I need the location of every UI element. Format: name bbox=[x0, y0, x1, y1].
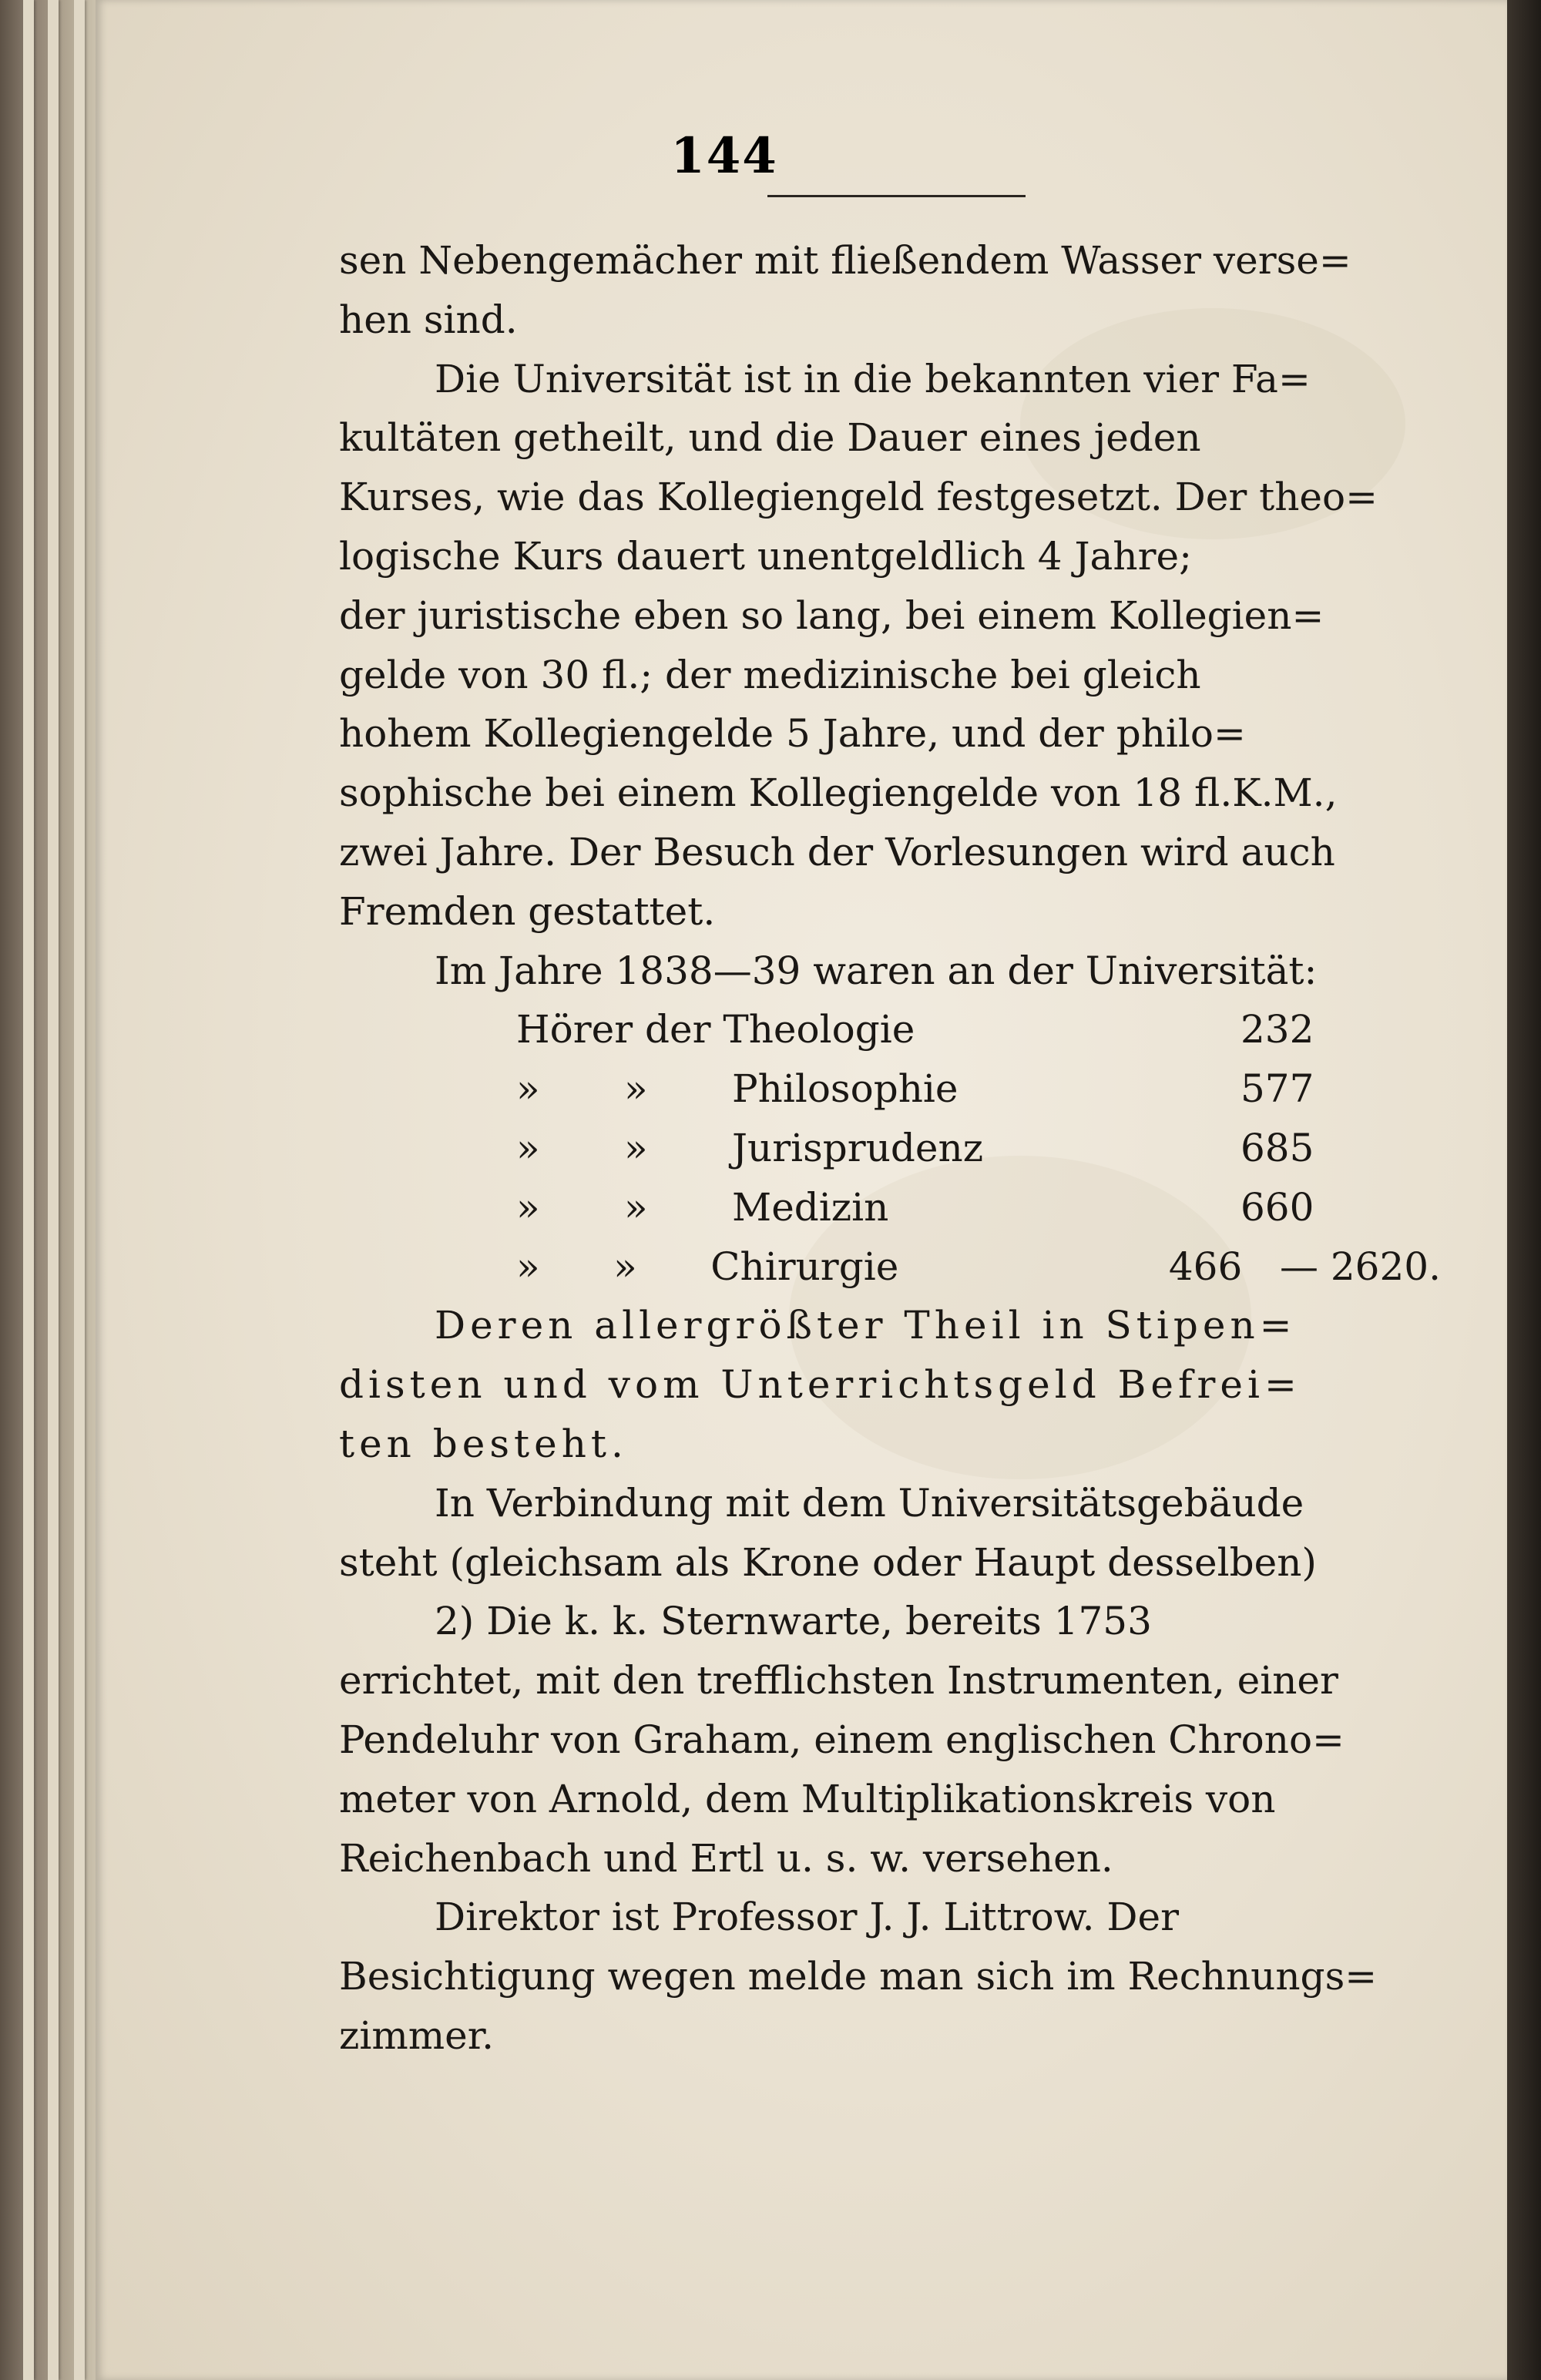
ditto-mark: » bbox=[624, 1066, 648, 1112]
text-line: sophische bei einem Kollegiengelde von 18 fl.K.M., bbox=[339, 770, 1338, 816]
text-line: 2) Die k. k. Sternwarte, bereits 1753 bbox=[435, 1599, 1152, 1644]
paragraph bbox=[339, 1888, 1441, 2065]
stats-row bbox=[516, 1119, 1441, 1178]
text-line: Kurses, wie das Kollegiengeld festgesetzt. Der theo= bbox=[339, 475, 1378, 520]
text-line: disten und vom Unterrichtsgeld Befrei= bbox=[339, 1362, 1301, 1408]
text-line: gelde von 30 fl.; der medizinische bei gleich bbox=[339, 652, 1201, 697]
stats-label: Medizin bbox=[732, 1184, 889, 1230]
stats-label: Hörer der Theologie bbox=[516, 1007, 915, 1052]
text-line: der juristische eben so lang, bei einem Kollegien= bbox=[339, 592, 1324, 638]
paragraph bbox=[339, 231, 1441, 350]
text-line: hen sind. bbox=[339, 297, 518, 342]
text-line: In Verbindung mit dem Universitätsgebäude bbox=[435, 1480, 1304, 1526]
ditto-mark: » bbox=[613, 1244, 637, 1289]
stats-label: Chirurgie bbox=[710, 1244, 899, 1289]
page-edge bbox=[23, 0, 34, 2380]
paragraph bbox=[339, 1296, 1441, 1473]
student-statistics bbox=[339, 1000, 1441, 1296]
text-line: hohem Kollegiengelde 5 Jahre, und der philo= bbox=[339, 711, 1246, 757]
text-line: Fremden gestattet. bbox=[339, 888, 716, 934]
stats-row bbox=[516, 1000, 1441, 1059]
text-line: Besichtigung wegen melde man sich im Rechnungs= bbox=[339, 1954, 1378, 1999]
ditto-mark: » bbox=[516, 1125, 540, 1170]
text-line: logische Kurs dauert unentgeldlich 4 Jahre; bbox=[339, 533, 1192, 579]
paragraph bbox=[339, 350, 1441, 942]
text-line: zwei Jahre. Der Besuch der Vorlesungen wird auch bbox=[339, 829, 1335, 874]
ditto-mark: » bbox=[516, 1244, 540, 1289]
text-line: Pendeluhr von Graham, einem englischen Chrono= bbox=[339, 1717, 1345, 1762]
text-line: errichtet, mit den trefflichsten Instrumenten, einer bbox=[339, 1658, 1338, 1704]
book-cover-edge bbox=[1507, 0, 1541, 2380]
paragraph bbox=[339, 942, 1441, 1001]
ditto-mark: » bbox=[624, 1125, 648, 1170]
text-line: Im Jahre 1838—39 waren an der Universität: bbox=[435, 948, 1318, 993]
text-line: Direktor ist Professor J. J. Littrow. Der bbox=[435, 1895, 1179, 1940]
stats-row bbox=[516, 1237, 1441, 1297]
text-line: kultäten getheilt, und die Dauer eines jeden bbox=[339, 415, 1201, 461]
text-line: sen Nebengemächer mit fließendem Wasser verse= bbox=[339, 238, 1351, 283]
text-line: Die Universität ist in die bekannten vier Fa= bbox=[435, 356, 1311, 401]
ditto-mark: » bbox=[516, 1184, 540, 1230]
header-rule bbox=[767, 195, 1026, 197]
stats-label: Philosophie bbox=[732, 1066, 959, 1112]
text-line: zimmer. bbox=[339, 2012, 495, 2058]
stats-row bbox=[516, 1059, 1441, 1119]
text-line: ten besteht. bbox=[339, 1421, 628, 1466]
text-line: Deren allergrößter Theil in Stipen= bbox=[435, 1303, 1297, 1348]
stats-label: Jurisprudenz bbox=[732, 1125, 984, 1170]
stats-total: — 2620. bbox=[1279, 1244, 1442, 1289]
stats-value: 466 bbox=[1168, 1244, 1243, 1289]
text-line: steht (gleichsam als Krone oder Haupt desselben) bbox=[339, 1539, 1317, 1585]
page-edge bbox=[74, 0, 85, 2380]
text-line: meter von Arnold, dem Multiplikationskreis von bbox=[339, 1776, 1276, 1821]
ditto-mark: » bbox=[516, 1066, 540, 1112]
text-line: Reichenbach und Ertl u. s. w. versehen. bbox=[339, 1835, 1113, 1881]
ditto-mark: » bbox=[624, 1184, 648, 1230]
page-edge bbox=[48, 0, 59, 2380]
paragraph bbox=[339, 1474, 1441, 1593]
stats-row bbox=[516, 1178, 1441, 1237]
body-text bbox=[339, 231, 1441, 2066]
paragraph bbox=[339, 1592, 1441, 1888]
stats-value: 232 bbox=[1241, 1007, 1314, 1052]
stats-value: 685 bbox=[1241, 1125, 1314, 1170]
stats-value: 577 bbox=[1241, 1066, 1314, 1112]
stats-value: 660 bbox=[1241, 1184, 1314, 1230]
page-number: 144 bbox=[670, 127, 778, 185]
